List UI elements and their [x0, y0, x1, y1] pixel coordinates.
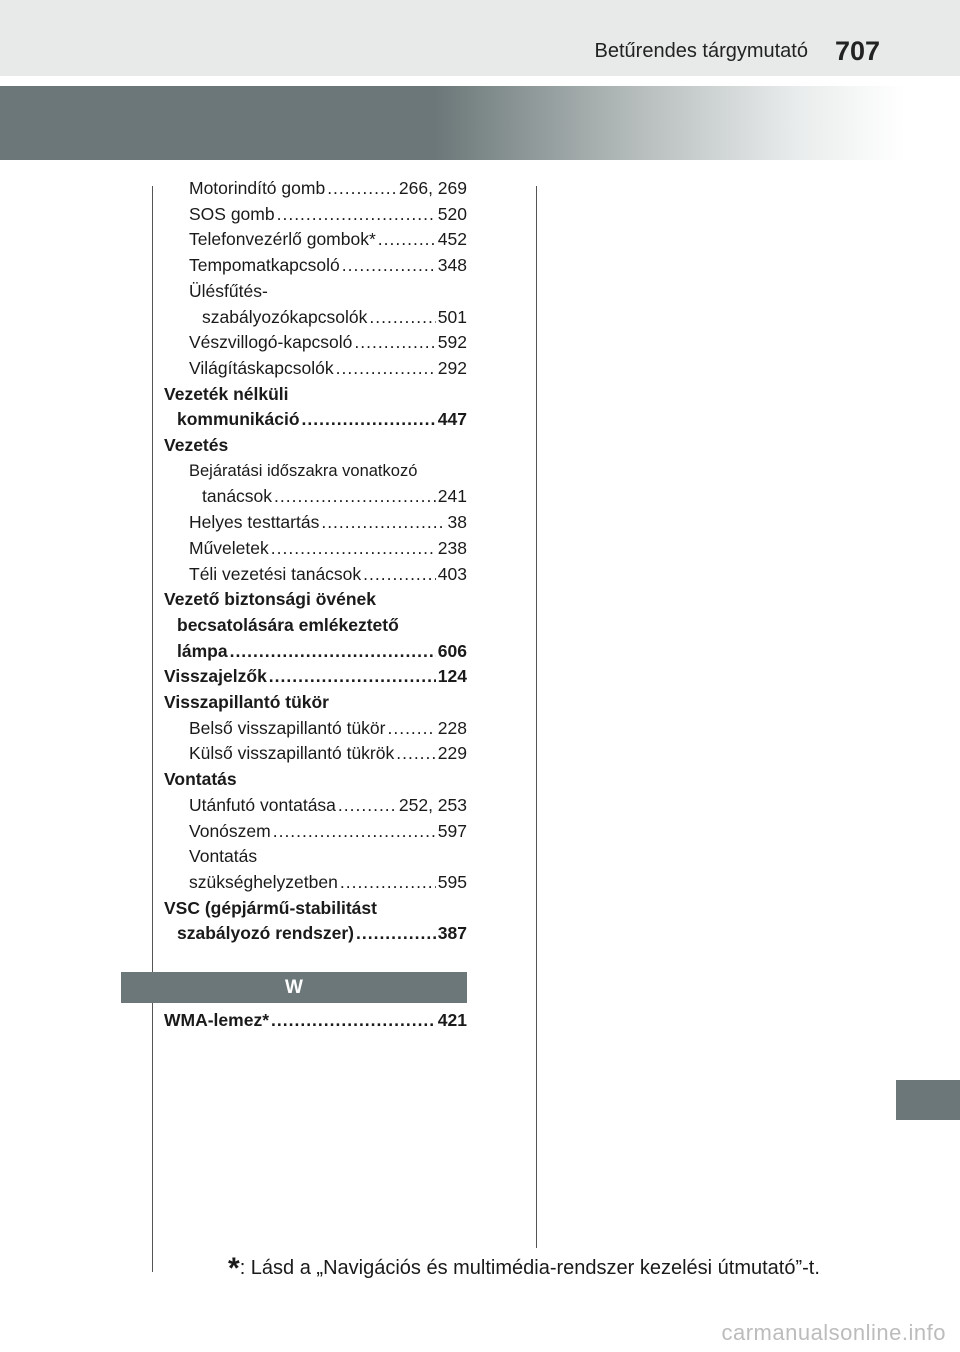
index-entry-page: 292 — [437, 357, 467, 378]
index-entry-page: 501 — [437, 306, 467, 327]
index-entry — [164, 484, 467, 510]
index-entry-page: 595 — [437, 871, 467, 892]
column-divider-right — [536, 186, 537, 1248]
dot-leader — [369, 305, 435, 331]
index-entry-page: 421 — [437, 1010, 467, 1030]
index-entry-label: Téli vezetési tanácsok — [189, 563, 362, 584]
dot-leader — [302, 407, 436, 433]
index-entry-label: Külső visszapillantó tükrök — [189, 743, 395, 764]
index-heading: becsatolására emlékeztető — [177, 614, 399, 635]
dot-leader — [338, 793, 397, 819]
index-entry-label: Telefonvezérlő gombok* — [189, 229, 376, 250]
index-entry-page: 252, 253 — [398, 794, 467, 815]
footnote-asterisk: * — [228, 1252, 240, 1285]
footnote-text: : Lásd a „Navigációs és multimédia-rendszer kezelési útmutató”-t. — [239, 1257, 820, 1279]
dot-leader — [274, 484, 436, 510]
index-column-w — [164, 1008, 467, 1034]
index-entry-page: 38 — [447, 512, 467, 533]
dot-leader — [327, 176, 397, 202]
index-entry — [164, 536, 467, 562]
index-entry-page: 403 — [437, 563, 467, 584]
page-number: 707 — [834, 36, 880, 66]
dot-leader — [354, 330, 435, 356]
index-entry — [164, 562, 467, 588]
index-entry — [164, 176, 467, 202]
index-entry — [164, 664, 467, 690]
index-entry-label: Vészvillogó-kapcsoló — [189, 332, 353, 353]
index-entry-label: WMA-lemez* — [164, 1010, 270, 1030]
index-entry-page: 229 — [437, 743, 467, 764]
index-entry-page: 238 — [437, 537, 467, 558]
index-entry-page: 387 — [437, 923, 467, 944]
dot-leader — [336, 356, 436, 382]
index-entry-page: 520 — [437, 203, 467, 224]
section-letter-w: W — [121, 972, 467, 1003]
index-entry-label: szabályozó rendszer) — [177, 923, 354, 944]
index-entry — [164, 921, 467, 947]
index-heading: Vontatás — [164, 769, 237, 790]
index-entry-page: 452 — [437, 229, 467, 250]
index-entry — [164, 793, 467, 819]
index-entry-label: lámpa — [177, 640, 228, 661]
dot-leader — [340, 870, 436, 896]
index-entry — [164, 716, 467, 742]
dot-leader — [271, 536, 436, 562]
index-entry — [164, 870, 467, 896]
index-entry-label: Utánfutó vontatása — [189, 794, 336, 815]
index-entry-label: Tempomatkapcsoló — [189, 255, 340, 276]
index-entry-page: 266, 269 — [398, 178, 467, 198]
index-entry — [164, 1008, 467, 1034]
dot-leader — [378, 227, 436, 253]
chapter-side-tab — [896, 1080, 960, 1120]
header-gradient-band — [0, 86, 905, 160]
index-entry-label: kommunikáció — [177, 409, 300, 430]
index-entry-label: tanácsok — [202, 486, 273, 507]
index-heading: Visszapillantó tükör — [164, 692, 329, 713]
index-heading: Vezető biztonsági övének — [164, 589, 376, 610]
watermark: carmanualsonline.info — [721, 1320, 946, 1345]
dot-leader — [230, 639, 436, 665]
index-entry-page: 592 — [437, 332, 467, 353]
index-entry-page: 124 — [437, 666, 467, 687]
index-entry-label: Helyes testtartás — [189, 512, 320, 533]
index-entry — [164, 330, 467, 356]
index-entry-label: Belső visszapillantó tükör — [189, 717, 386, 738]
index-entry-label: Műveletek — [189, 537, 269, 558]
dot-leader — [396, 741, 436, 767]
index-entry — [164, 510, 467, 536]
index-entry-label: Visszajelzők — [164, 666, 267, 687]
index-heading: Bejáratási időszakra vonatkozó — [189, 461, 418, 480]
index-entry — [164, 305, 467, 331]
dot-leader — [363, 562, 436, 588]
dot-leader — [342, 253, 436, 279]
index-entry — [164, 253, 467, 279]
index-heading: VSC (gépjármű-stabilitást — [164, 897, 377, 918]
index-entry-page: 606 — [437, 640, 467, 661]
index-entry — [164, 356, 467, 382]
index-entry-page: 241 — [437, 486, 467, 507]
index-entry-label: SOS gomb — [189, 203, 275, 224]
index-heading: Vezeték nélküli — [164, 383, 289, 404]
index-entry-page: 447 — [437, 409, 467, 430]
index-entry — [164, 819, 467, 845]
index-entry — [164, 407, 467, 433]
dot-leader — [277, 202, 436, 228]
dot-leader — [269, 664, 436, 690]
index-entry-label: szabályozókapcsolók — [202, 306, 368, 327]
index-entry — [164, 639, 467, 665]
index-entry — [164, 227, 467, 253]
index-heading: Vezetés — [164, 435, 229, 456]
dot-leader — [271, 1008, 436, 1034]
index-entry — [164, 741, 467, 767]
index-entry-label: Motorindító gomb — [189, 178, 326, 198]
index-entry-label: szükséghelyzetben — [189, 871, 338, 892]
footnote — [228, 1252, 820, 1286]
index-column — [164, 176, 467, 947]
column-divider-left — [152, 186, 153, 1272]
index-entry — [164, 202, 467, 228]
index-heading: Vontatás — [189, 846, 258, 867]
dot-leader — [321, 510, 445, 536]
index-entry-label: Világításkapcsolók — [189, 357, 334, 378]
page-header-title: Betűrendes tárgymutató — [594, 40, 808, 62]
index-entry-page: 597 — [437, 820, 467, 841]
index-entry-label: Vonószem — [189, 820, 271, 841]
index-heading: Ülésfűtés- — [189, 280, 268, 301]
index-entry-page: 228 — [437, 717, 467, 738]
dot-leader — [273, 819, 436, 845]
index-entry-page: 348 — [437, 255, 467, 276]
dot-leader — [356, 921, 436, 947]
dot-leader — [387, 716, 435, 742]
header-bar — [0, 0, 960, 76]
